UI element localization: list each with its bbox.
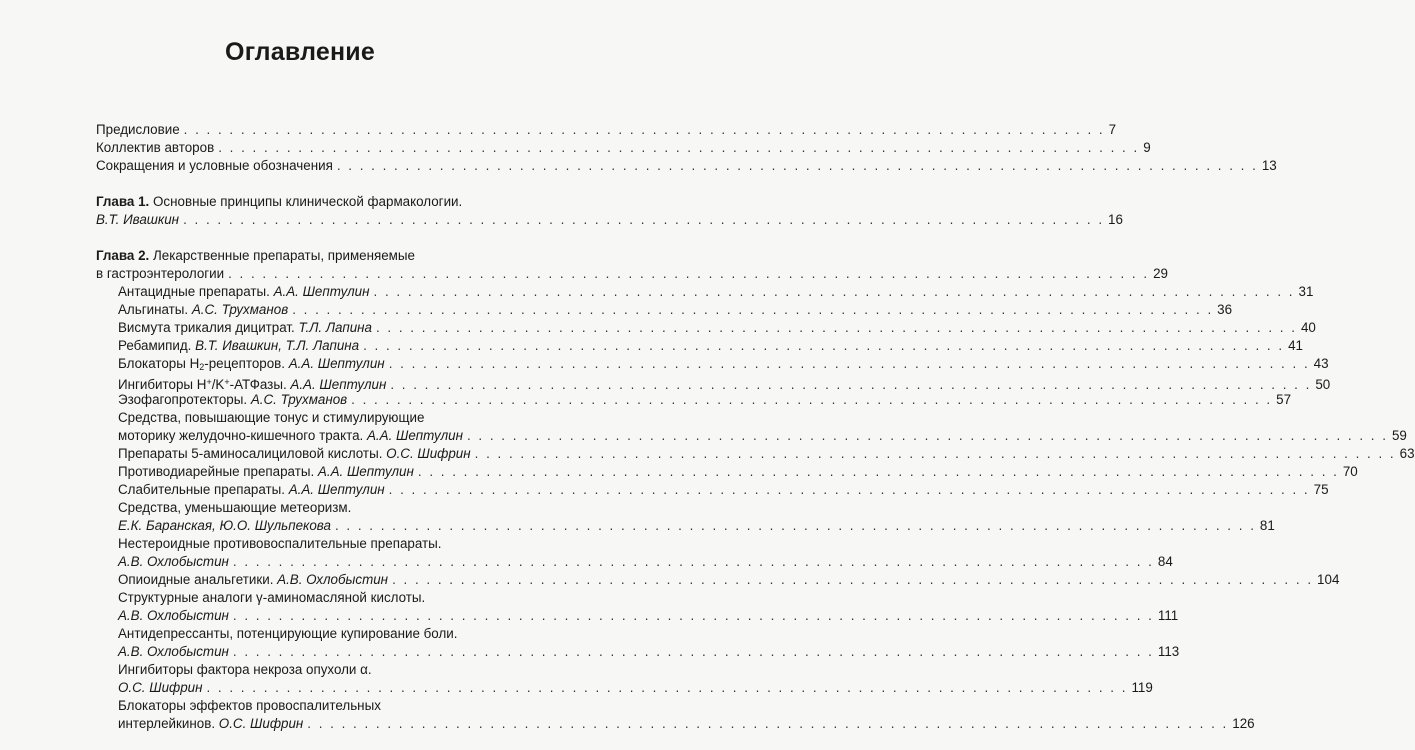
dot-leader <box>292 302 1213 318</box>
page-number: 29 <box>1153 266 1168 281</box>
chapter-2-heading <box>96 248 415 264</box>
toc-entry-antidiarrheal[interactable] <box>118 464 1358 480</box>
page-title: Оглавление <box>225 38 375 66</box>
page-number: 41 <box>1288 338 1303 353</box>
dot-leader <box>374 284 1295 300</box>
entry-label: интерлейкинов. О.С. Шифрин <box>118 716 304 731</box>
entry-label: Альгинаты. А.С. Трухманов <box>118 302 289 317</box>
dot-leader <box>183 212 1104 228</box>
page-number: 104 <box>1317 572 1340 587</box>
entry-label: Антацидные препараты. А.А. Шептулин <box>118 284 370 299</box>
toc-entry-laxatives[interactable] <box>118 482 1329 498</box>
chapter-title-line1: Лекарственные препараты, применяемые <box>153 248 415 263</box>
author-name: А.В. Охлобыстин <box>118 608 229 623</box>
page-number: 9 <box>1143 140 1151 155</box>
author-name: А.А. Шептулин <box>290 377 387 392</box>
author-name: А.В. Охлобыстин <box>118 554 229 569</box>
dot-leader <box>363 338 1284 354</box>
dot-leader <box>335 518 1256 534</box>
dot-leader <box>307 716 1228 732</box>
dot-leader <box>467 428 1388 444</box>
author-name: А.В. Охлобыстин <box>118 644 229 659</box>
toc-entry-opioids[interactable] <box>118 572 1340 588</box>
toc-entry-prokinetics[interactable] <box>118 428 1407 444</box>
page-number: 43 <box>1313 356 1329 371</box>
author-name: А.А. Шептулин <box>367 428 463 443</box>
page-number: 119 <box>1131 680 1153 695</box>
toc-entry-h2-blockers[interactable] <box>118 356 1329 375</box>
toc-entry-antidepressants-line1: Антидепрессанты, потенцирующие купирование боли. <box>118 626 458 641</box>
page-number: 111 <box>1157 608 1179 623</box>
author-name: О.С. Шифрин <box>386 446 471 461</box>
chapter-title: Основные принципы клинической фармакологии. <box>153 194 463 209</box>
toc-entry-interleukins-line1: Блокаторы эффектов провоспалительных <box>118 698 381 713</box>
toc-entry-rebamipide[interactable] <box>118 338 1303 354</box>
author-name: О.С. Шифрин <box>118 680 203 695</box>
page-number: 57 <box>1276 392 1292 407</box>
toc-entry-bismuth[interactable] <box>118 320 1316 336</box>
chapter-label: Глава 2. <box>96 248 150 263</box>
author-name: Т.Л. Лапина <box>298 320 372 335</box>
dot-leader <box>184 122 1105 138</box>
dot-leader <box>389 482 1310 498</box>
page-number: 16 <box>1108 212 1123 227</box>
chapter-1-heading <box>96 194 462 210</box>
dot-leader <box>233 644 1154 660</box>
toc-entry-chapter-1[interactable] <box>96 212 1123 228</box>
author-name: В.Т. Ивашкин <box>96 212 180 227</box>
entry-label: Противодиарейные препараты. А.А. Шептулин <box>118 464 414 479</box>
page-number: 50 <box>1315 377 1331 392</box>
toc-entry-authors[interactable] <box>96 140 1151 156</box>
author-name: Е.К. Баранская, Ю.О. Шульпекова <box>118 518 331 533</box>
toc-entry-antidepressants[interactable] <box>118 644 1180 660</box>
toc-entry-gaba-line1: Структурные аналоги γ-аминомасляной кислоты. <box>118 590 426 605</box>
page-number: 75 <box>1313 482 1329 497</box>
dot-leader <box>206 680 1127 696</box>
entry-label: Предисловие <box>96 122 180 137</box>
dot-leader <box>228 266 1149 282</box>
page-number: 31 <box>1298 284 1314 299</box>
toc-entry-5-asa[interactable] <box>118 446 1415 462</box>
entry-label: Висмута трикалия дицитрат. Т.Л. Лапина <box>118 320 372 335</box>
dot-leader <box>351 392 1272 408</box>
entry-label: Ингибиторы H+/K+-АТФазы. А.А. Шептулин <box>118 377 387 392</box>
toc-entry-nsaids[interactable] <box>118 554 1173 570</box>
author-name: А.А. Шептулин <box>273 284 370 299</box>
entry-label: Сокращения и условные обозначения <box>96 158 333 173</box>
entry-label: Опиоидные анальгетики. А.В. Охлобыстин <box>118 572 389 587</box>
author-name: А.А. Шептулин <box>317 464 414 479</box>
toc-entry-antacids[interactable] <box>118 284 1314 300</box>
page-number: 40 <box>1300 320 1316 335</box>
entry-label: Эзофагопротекторы. А.С. Трухманов <box>118 392 348 407</box>
page-number: 70 <box>1342 464 1358 479</box>
toc-entry-chapter-2[interactable] <box>96 266 1168 282</box>
author-name: О.С. Шифрин <box>218 716 304 731</box>
author-name: А.С. Трухманов <box>191 302 289 317</box>
author-name: А.С. Трухманов <box>250 392 348 407</box>
toc-entry-tnf-line1: Ингибиторы фактора некроза опухоли α. <box>118 662 372 677</box>
toc-entry-antiflatulents[interactable] <box>118 518 1275 534</box>
author-name: А.А. Шептулин <box>288 482 385 497</box>
page-number: 84 <box>1157 554 1173 569</box>
entry-label: Коллектив авторов <box>96 140 215 155</box>
entry-label: Слабительные препараты. А.А. Шептулин <box>118 482 385 497</box>
toc-entry-tnf-inhibitors[interactable] <box>118 680 1153 696</box>
entry-label: Ребамипид. В.Т. Ивашкин, Т.Л. Лапина <box>118 338 360 353</box>
page-number: 126 <box>1232 716 1255 731</box>
dot-leader <box>389 356 1310 372</box>
dot-leader <box>233 554 1154 570</box>
page-number: 13 <box>1261 158 1277 173</box>
toc-entry-ppi[interactable] <box>118 374 1331 393</box>
dot-leader <box>475 446 1396 462</box>
entry-label: моторику желудочно-кишечного тракта. А.А. Шептулин <box>118 428 463 443</box>
chapter-title-line2: в гастроэнтерологии <box>96 266 225 281</box>
dot-leader <box>337 158 1258 174</box>
entry-label: Препараты 5-аминосалициловой кислоты. О.С. Шифрин <box>118 446 471 461</box>
author-name: В.Т. Ивашкин, Т.Л. Лапина <box>195 338 360 353</box>
page-number: 36 <box>1217 302 1233 317</box>
toc-entry-nsaids-line1: Нестероидные противовоспалительные препараты. <box>118 536 442 551</box>
page-number: 7 <box>1108 122 1117 137</box>
toc-entry-antiflatulents-line1: Средства, уменьшающие метеоризм. <box>118 500 352 515</box>
toc-entry-alginates[interactable] <box>118 302 1233 318</box>
toc-entry-abbreviations[interactable] <box>96 158 1277 174</box>
author-name: А.В. Охлобыстин <box>277 572 389 587</box>
dot-leader <box>390 377 1311 393</box>
dot-leader <box>376 320 1297 336</box>
page-number: 113 <box>1157 644 1180 659</box>
dot-leader <box>218 140 1139 156</box>
dot-leader <box>418 464 1339 480</box>
author-name: А.А. Шептулин <box>288 356 385 371</box>
dot-leader <box>233 608 1154 624</box>
chapter-label: Глава 1. <box>96 194 150 209</box>
toc-entry-preface[interactable] <box>96 122 1117 138</box>
toc-entry-gaba-analogs[interactable] <box>118 608 1179 624</box>
toc-entry-interleukin-blockers[interactable] <box>118 716 1255 732</box>
page-number: 81 <box>1259 518 1275 533</box>
entry-label: Блокаторы $H_2$-рецепторов. А.А. Шептулин <box>118 356 385 372</box>
dot-leader <box>392 572 1313 588</box>
toc-entry-prokinetics-line1: Средства, повышающие тонус и стимулирующие <box>118 410 425 425</box>
page-number: 63 <box>1399 446 1415 461</box>
page-number: 59 <box>1391 428 1407 443</box>
toc-entry-esophagoprotectors[interactable] <box>118 392 1292 408</box>
